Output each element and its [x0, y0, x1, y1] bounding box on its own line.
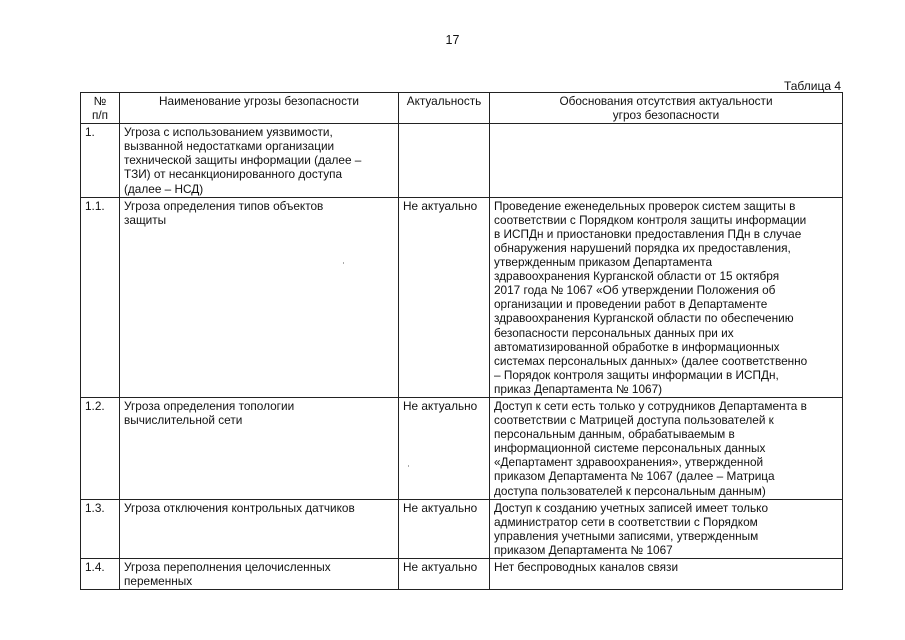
threat-name: [120, 124, 399, 197]
row-number: 1.3.: [81, 499, 120, 558]
justification-line: Проведение еженедельных проверок систем защиты в: [494, 198, 796, 213]
justification-line: безопасности персональных данных при их: [494, 325, 734, 340]
table-row: [81, 197, 843, 397]
justification: [490, 197, 843, 397]
scan-speck: [343, 262, 344, 264]
threat-name-line: Угроза с использованием уязвимости,: [124, 125, 333, 140]
threat-name: [120, 559, 399, 590]
threat-name: [120, 499, 399, 558]
justification-line: обнаружения нарушений порядка их предоставления,: [494, 240, 791, 255]
justification-line: – Порядок контроля защиты информации в ИСПДн,: [494, 367, 779, 382]
justification-line: 2017 года № 1067 «Об утверждении Положения об: [494, 283, 776, 298]
table-row: [81, 559, 843, 590]
threat-name-line: Угроза отключения контрольных датчиков: [124, 500, 355, 515]
justification-line: в ИСПДн и приостановки предоставления ПДн в случае: [494, 226, 802, 241]
scan-speck: [408, 465, 409, 467]
justification-line: утвержденным приказом Департамента: [494, 255, 713, 270]
justification-line: доступа пользователей к персональным данным): [494, 483, 766, 498]
table-row: [81, 124, 843, 197]
justification-line: информационной системе персональных данных: [494, 441, 766, 456]
justification-line: соответствии с Матрицей доступа пользователей к: [494, 413, 774, 428]
justification-line: соответствии с Порядком контроля защиты информации: [494, 212, 807, 227]
justification-line: Доступ к сети есть только у сотрудников Департамента в: [494, 398, 807, 413]
justification-line: системах персональных данных» (далее соответственно: [494, 353, 808, 368]
header-justification-line: Обоснования отсутствия актуальности: [559, 94, 773, 108]
actuality-status: Не актуально: [399, 197, 490, 397]
justification-line: здравоохранения Курганской области по обеспечению: [494, 311, 794, 326]
threat-name: [120, 197, 399, 397]
justification-line: автоматизированной обработке в информационных: [494, 339, 780, 354]
justification-line: персональным данным, обрабатываемым в: [494, 427, 735, 442]
row-number: 1.1.: [81, 197, 120, 397]
justification: [490, 397, 843, 499]
justification: [490, 499, 843, 558]
justification-line: приказ Департамента № 1067): [494, 381, 663, 396]
header-actuality: Актуальность: [399, 93, 490, 124]
threat-name-line: Угроза определения топологии: [124, 398, 295, 413]
actuality-status: Не актуально: [399, 499, 490, 558]
threat-name: [120, 397, 399, 499]
row-number: 1.2.: [81, 397, 120, 499]
justification-line: Доступ к созданию учетных записей имеет только: [494, 500, 769, 515]
table-row: [81, 499, 843, 558]
justification-line: управления учетными записями, утвержденным: [494, 528, 759, 543]
threat-name-line: переменных: [124, 574, 193, 589]
threat-name-line: вычислительной сети: [124, 413, 243, 428]
header-num-line: №: [93, 94, 107, 108]
justification: [490, 124, 843, 197]
justification-line: администратор сети в соответствии с Порядком: [494, 514, 758, 529]
justification-line: приказом Департамента № 1067: [494, 542, 673, 557]
actuality-status: [399, 124, 490, 197]
page-number: 17: [445, 33, 460, 47]
threat-name-line: Угроза определения типов объектов: [124, 198, 324, 213]
row-number: 1.: [81, 124, 120, 197]
justification-line: «Департамент здравоохранения», утвержденной: [494, 455, 764, 470]
header-num-line: п/п: [91, 108, 109, 122]
header-name: Наименование угрозы безопасности: [120, 93, 399, 124]
table-row: [81, 397, 843, 499]
threat-name-line: (далее – НСД): [124, 181, 204, 196]
justification-line: приказом Департамента № 1067 (далее – Матрица: [494, 469, 775, 484]
threat-name-line: защиты: [124, 212, 167, 227]
threat-name-line: вызванной недостатками организации: [124, 139, 335, 154]
header-justification-line: угроз безопасности: [612, 108, 720, 123]
table-caption: Таблица 4: [783, 79, 841, 93]
threat-name-line: ТЗИ) от несанкционированного доступа: [124, 167, 343, 182]
actuality-status: Не актуально: [399, 559, 490, 590]
justification-line: здравоохранения Курганской области от 15 октября: [494, 269, 780, 284]
justification: [490, 559, 843, 590]
threat-name-line: технической защиты информации (далее –: [124, 153, 362, 168]
justification-line: Нет беспроводных каналов связи: [494, 560, 679, 574]
threats-table: [80, 92, 843, 590]
header-num: [81, 93, 120, 124]
threat-name-line: Угроза переполнения целочисленных: [124, 560, 331, 574]
header-justification: [490, 93, 843, 124]
table-header-row: [81, 93, 843, 124]
justification-line: организации и проведении работ в Департаменте: [494, 297, 768, 312]
actuality-status: Не актуально: [399, 397, 490, 499]
row-number: 1.4.: [81, 559, 120, 590]
